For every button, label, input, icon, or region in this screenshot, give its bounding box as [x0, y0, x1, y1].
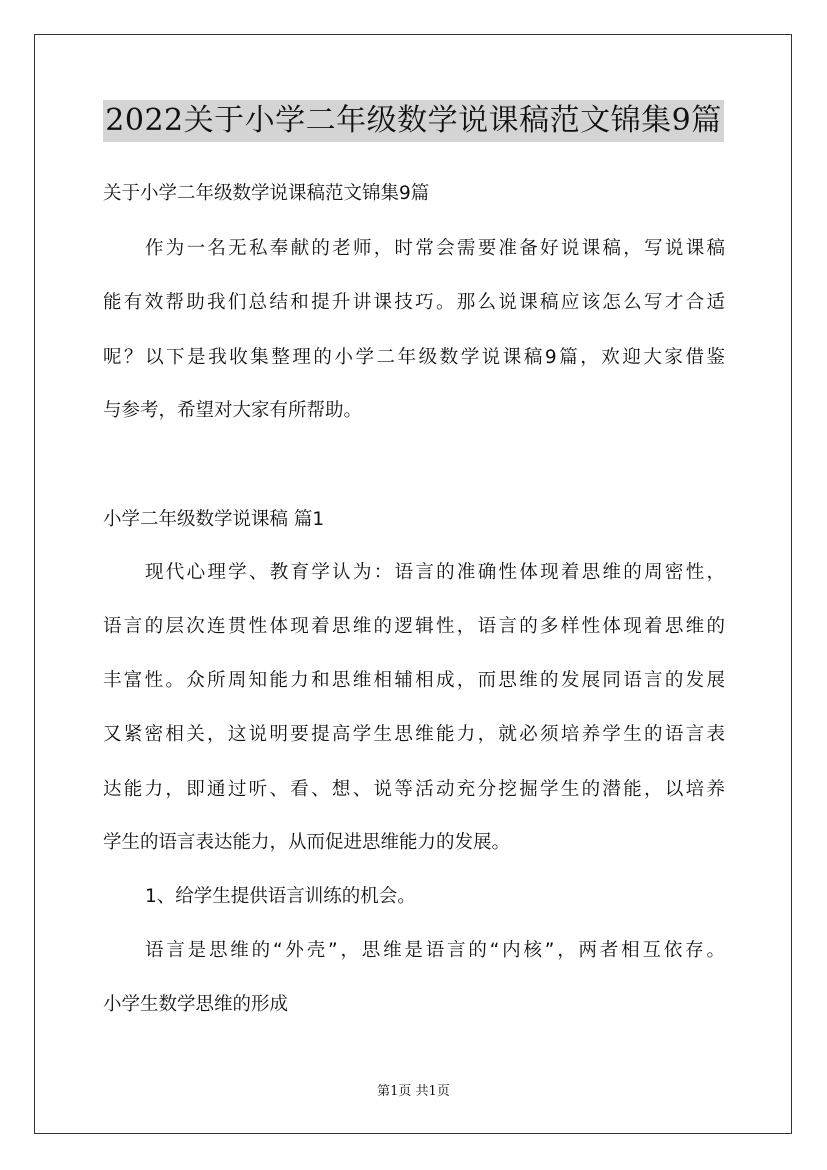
intro-line: 呢？以下是我收集整理的小学二年级数学说课稿9篇，欢迎大家借鉴 [103, 347, 725, 368]
intro-line: 与参考，希望对大家有所帮助。 [103, 400, 363, 421]
section-line: 学生的语言表达能力，从而促进思维能力的发展。 [103, 832, 511, 853]
section-line: 达能力，即通过听、看、想、说等活动充分挖掘学生的潜能，以培养 [103, 779, 725, 800]
section-heading: 小学二年级数学说课稿 篇1 [103, 509, 325, 530]
point-line: 小学生数学思维的形成 [103, 994, 289, 1015]
title-container [0, 100, 827, 142]
point-heading: 1、给学生提供语言训练的机会。 [145, 886, 416, 907]
section-line: 现代心理学、教育学认为：语言的准确性体现着思维的周密性， [145, 562, 725, 583]
document-subtitle: 关于小学二年级数学说课稿范文锦集9篇 [103, 183, 430, 204]
intro-line: 作为一名无私奉献的老师，时常会需要准备好说课稿，写说课稿 [145, 238, 725, 259]
intro-line: 能有效帮助我们总结和提升讲课技巧。那么说课稿应该怎么写才合适 [103, 292, 725, 313]
point-line: 语言是思维的“外壳”，思维是语言的“内核”，两者相互依存。 [145, 940, 725, 961]
section-line: 丰富性。众所周知能力和思维相辅相成，而思维的发展同语言的发展 [103, 670, 725, 691]
page-footer: 第1页 共1页 [377, 1084, 450, 1099]
section-line: 又紧密相关，这说明要提高学生思维能力，就必须培养学生的语言表 [103, 724, 725, 745]
document-title: 2022关于小学二年级数学说课稿范文锦集9篇 [103, 100, 723, 142]
section-line: 语言的层次连贯性体现着思维的逻辑性，语言的多样性体现着思维的 [103, 616, 725, 637]
